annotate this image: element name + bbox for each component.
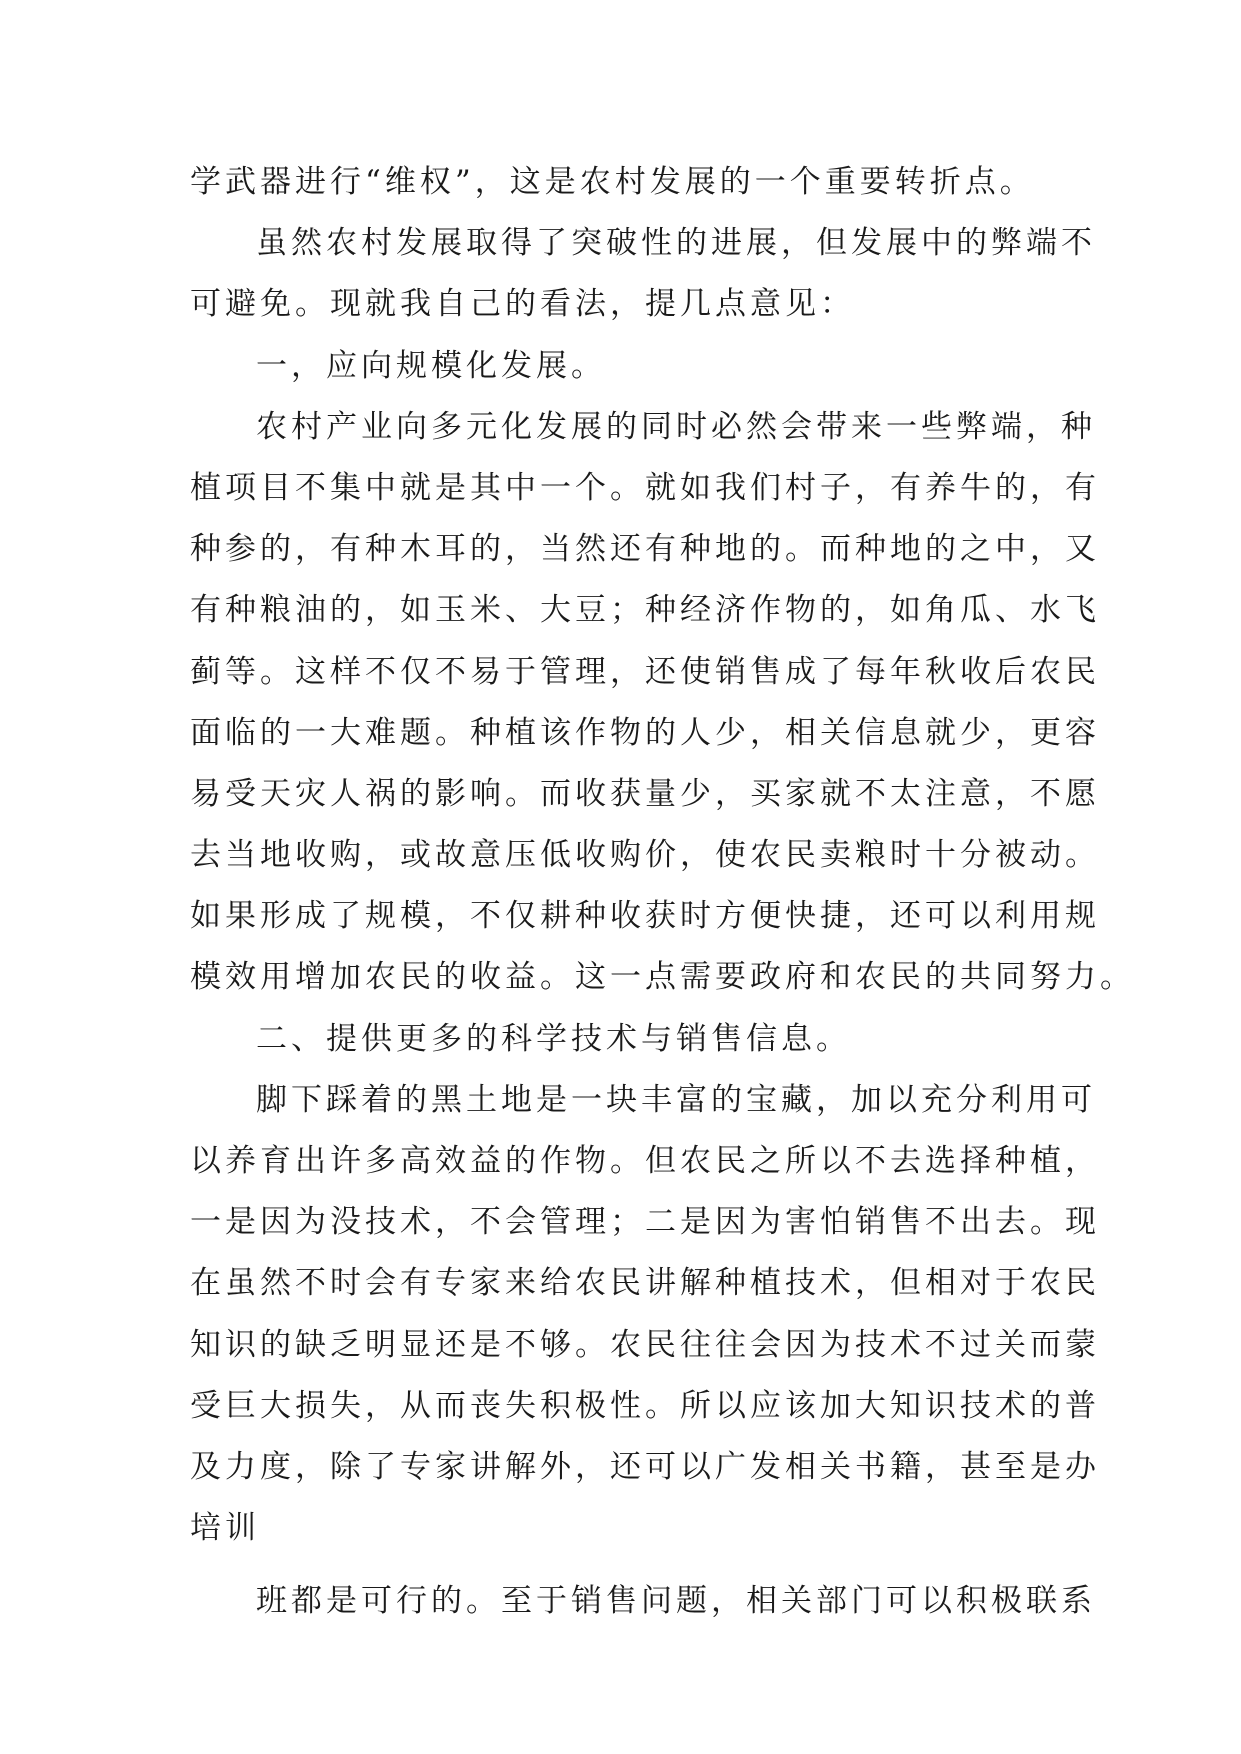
text-line: 蓟等。这样不仅不易于管理，还使销售成了每年秋收后农民 (190, 653, 1100, 690)
text-line: 班都是可行的。至于销售问题，相关部门可以积极联系 (256, 1583, 1096, 1620)
text-line: 学武器进行“维权”，这是农村发展的一个重要转折点。 (190, 164, 1035, 200)
text-line: 在虽然不时会有专家来给农民讲解种植技术，但相对于农民 (190, 1265, 1100, 1302)
text-line: 可避免。现就我自己的看法，提几点意见： (190, 286, 855, 323)
text-line: 易受天灾人祸的影响。而收获量少，买家就不太注意，不愿 (190, 775, 1100, 812)
text-line: 面临的一大难题。种植该作物的人少，相关信息就少，更容 (190, 714, 1100, 751)
text-line: 如果形成了规模，不仅耕种收获时方便快捷，还可以利用规 (190, 898, 1100, 935)
text-line: 虽然农村发展取得了突破性的进展，但发展中的弊端不 (256, 225, 1096, 262)
text-line: 植项目不集中就是其中一个。就如我们村子，有养牛的，有 (190, 469, 1100, 506)
text-line: 受巨大损失，从而丧失积极性。所以应该加大知识技术的普 (190, 1387, 1100, 1424)
text-line: 以养育出许多高效益的作物。但农民之所以不去选择种植， (190, 1143, 1100, 1179)
text-line: 一是因为没技术，不会管理；二是因为害怕销售不出去。现 (190, 1204, 1100, 1241)
text-line: 知识的缺乏明显还是不够。农民往往会因为技术不过关而蒙 (190, 1326, 1100, 1363)
section-heading: 一，应向规模化发展。 (256, 347, 606, 384)
text-line: 培训 (190, 1510, 260, 1547)
paragraph-gap (190, 1559, 1060, 1571)
text-line: 去当地收购，或故意压低收购价，使农民卖粮时十分被动。 (190, 837, 1100, 874)
text-line: 模效用增加农民的收益。这一点需要政府和农民的共同努力。 (190, 959, 1135, 996)
text-line: 有种粮油的，如玉米、大豆；种经济作物的，如角瓜、水飞 (190, 592, 1100, 629)
text-line: 脚下踩着的黑土地是一块丰富的宝藏，加以充分利用可 (256, 1081, 1096, 1118)
section-heading: 二、提供更多的科学技术与销售信息。 (256, 1020, 851, 1057)
text-line: 及力度，除了专家讲解外，还可以广发相关书籍，甚至是办 (190, 1448, 1100, 1485)
text-line: 农村产业向多元化发展的同时必然会带来一些弊端，种 (256, 408, 1096, 445)
document-body (190, 152, 1135, 1633)
text-line: 种参的，有种木耳的，当然还有种地的。而种地的之中，又 (190, 531, 1100, 568)
